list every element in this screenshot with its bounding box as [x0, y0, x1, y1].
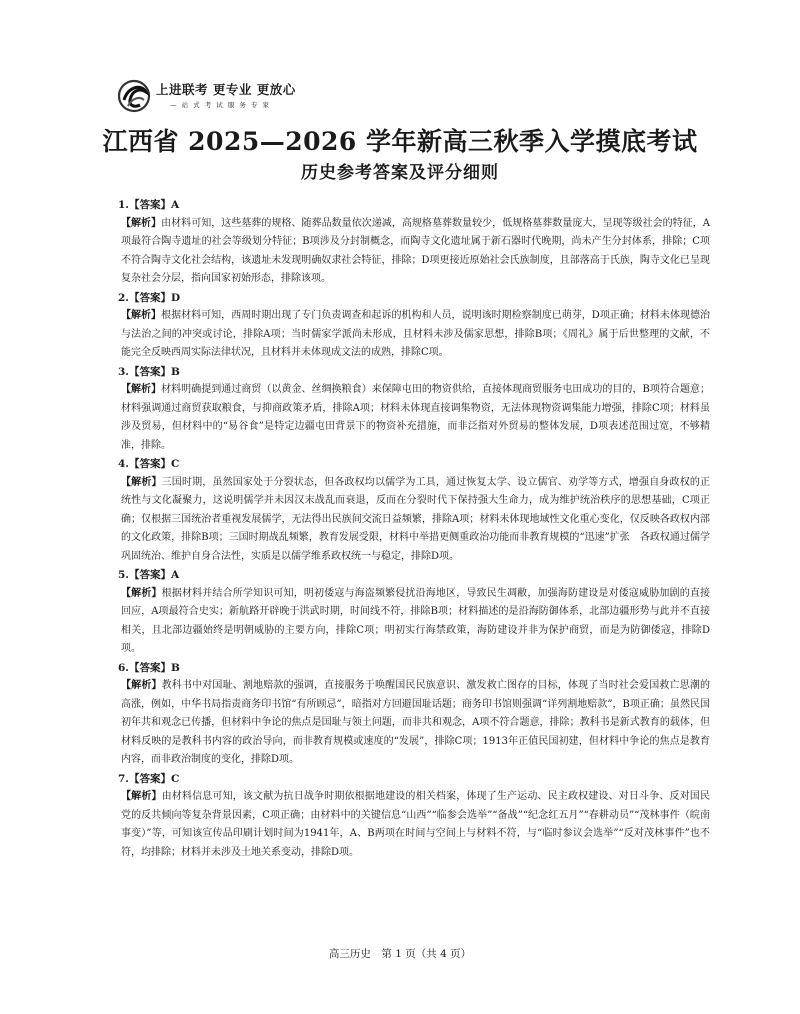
analysis-tag: 【解析】 — [121, 476, 162, 488]
answer-list — [118, 196, 710, 862]
answer-line — [118, 659, 710, 678]
analysis-tag: 【解析】 — [121, 791, 162, 802]
analysis-tag: 【解析】 — [121, 384, 162, 395]
question-number: 7. — [118, 772, 129, 785]
analysis-tag: 【解析】 — [121, 217, 162, 229]
analysis-body: 根据材料并结合所学知识可知，明初倭寇与海盗频繁侵扰沿海地区，导致民生凋敝，加强海防建设是对倭寇威胁加剧的直接回应，A项最符合史实；新航路开辟晚于洪武时期，时间线不符，排除B项；材料描述的是沿海防御体系，北部边疆形势与此并不直接相关，且北部边疆始终是明朝威胁的主要方向，排除C项；明初实行海禁政策，海防建设并非为保护商贸，而是为防御倭寇，排除D项。 — [121, 587, 711, 654]
page-footer: 高三历史 第 1 页（共 4 页） — [328, 948, 472, 960]
answer-line — [118, 196, 710, 215]
question-number: 1. — [118, 199, 129, 211]
answer-line — [118, 363, 710, 382]
question-number: 3. — [118, 365, 129, 378]
page-title: 江西省 2025—2026 学年新高三秋季入学摸底考试 — [102, 127, 698, 156]
analysis-body: 三国时期，虽然国家处于分裂状态，但各政权均以儒学为工具，通过恢复太学、设立儒官、劝学等方式，增强自身政权的正统性与文化凝聚力，这说明儒学并未因汉末战乱而衰退，反而在分裂时代下保持强大生命力，成为维护统治秩序的思想基础，C项正确；仅根据三国统治者重视发展儒学，无法得出民族间交流日益频繁，排除A项；材料未体现地域性文化重心变化，仅反映各政权内部的文化政策，排除B项；三国时期战乱频繁，教育发展受限，材料中举措更侧重政治功能而非教育规模的“迅速”扩张 各政权通过儒学巩固统治、维护自身合法性，实质是以儒学维系政权统一与稳定，排除D项。 — [121, 476, 711, 562]
question-number: 5. — [118, 569, 129, 581]
analysis-text — [121, 381, 710, 455]
question-item — [118, 289, 710, 363]
question-item — [118, 196, 710, 289]
question-item — [118, 770, 710, 863]
analysis-tag: 【解析】 — [121, 680, 162, 691]
analysis-body: 由材料信息可知，该文献为抗日战争时期依根据地建设的相关档案，体现了生产运动、民主政权建设、对日斗争、反对国民党的反共倾向等复杂背景因素，C项正确；由材料中的关键信息“山西”“临参会选举”“备战”“纪念红五月”“春耕动员”“茂林事件（皖南事变）”等，可知该宣传品印刷计划时间为1941年，A、B两项在时间与空间上与材料不符，与“临时参议会选举”“反对茂林事件”也不符，均排除；材料并未涉及土地关系变动，排除D项。 — [121, 791, 711, 858]
analysis-body: 根据材料可知，西周时期出现了专门负责调查和起诉的机构和人员，说明该时期检察制度已萌芽，D项正确；材料未体现德治与法治之间的冲突或讨论，排除A项；当时儒家学派尚未形成，且材料未涉及儒家思想，排除B项；《周礼》属于后世整理的文献，不能完全反映西周实际法律状况，且材料并未体现成文法的成熟，排除C项。 — [121, 310, 710, 358]
analysis-text — [121, 474, 710, 567]
answer-line — [118, 289, 710, 308]
answer-text: 【答案】C — [128, 772, 180, 785]
swirl-logo-icon — [118, 78, 152, 114]
brand-logo — [118, 76, 308, 120]
analysis-text — [121, 788, 710, 862]
answer-text: 【答案】C — [128, 458, 180, 470]
logo-subtitle: — 站 式 考 试 服 务 专 家 — [170, 101, 271, 109]
answer-line — [118, 770, 710, 789]
analysis-text — [121, 585, 710, 659]
question-number: 4. — [118, 458, 129, 470]
answer-text: 【答案】B — [128, 365, 180, 378]
answer-line — [118, 455, 710, 474]
analysis-body: 材料明确提到通过商贸（以黄金、丝绸换粮食）来保障屯田的物资供给，直接体现商贸服务屯田成功的目的，B项符合题意；材料强调通过商贸获取粮食，与抑商政策矛盾，排除A项；材料未体现直接调集物资，无法体现物资调集能力增强，排除C项；材料虽涉及贸易，但材料中的“易谷食”是特定边疆屯田背景下的物资补充措施，而非泛指对外贸易的整体发展，D项表述范围过宽，不够精准，排除。 — [121, 384, 711, 451]
analysis-text — [121, 677, 710, 770]
analysis-text — [121, 307, 710, 363]
page-subtitle: 历史参考答案及评分细则 — [301, 163, 499, 183]
logo-title: 上进联考 更专业 更放心 — [156, 82, 296, 97]
analysis-text — [121, 215, 710, 289]
question-item — [118, 659, 710, 770]
answer-text: 【答案】D — [128, 291, 181, 304]
answer-line — [118, 566, 710, 585]
question-item — [118, 363, 710, 456]
analysis-body: 教科书中对国耻、割地赔款的强调，直接服务于唤醒国民民族意识、激发救亡图存的目标，体现了当时社会爱国救亡思潮的高涨，例如，中华书局指责商务印书馆“有所顾忌”，暗指对方回避国耻话题；商务印书馆则强调“详列割地赔款”，B项正确；虽然民国初年共和观念已传播，但材料中争论的焦点是国耻与领土问题，而非共和观念，A项不符合题意，排除；教科书是新式教育的载体，但材料反映的是教科书内容的政治导向，而非教育规模或速度的“发展”，排除C项；1913年正值民国初建，但材料中争论的焦点是教育内容，而非政治制度的变化，排除D项。 — [121, 680, 711, 765]
question-number: 2. — [118, 291, 129, 304]
analysis-tag: 【解析】 — [121, 587, 162, 599]
question-number: 6. — [118, 661, 129, 674]
question-item — [118, 455, 710, 566]
answer-text: 【答案】B — [128, 661, 180, 674]
question-item — [118, 566, 710, 659]
answer-text: 【答案】A — [128, 199, 180, 211]
analysis-body: 由材料可知，这些墓葬的规格、随葬品数量依次递减，高规格墓葬数量较少，低规格墓葬数量庞大，呈现等级社会的特征，A项最符合陶寺遗址的社会等级划分特征；B项涉及分封制概念，而陶寺文化遗址属于新石器时代晚期，尚未产生分封体系，排除；C项不符合陶寺文化社会结构，该遗址未发现明确奴隶社会特征，排除；D项更接近原始社会氏族制度，且部落高于氏族，陶寺文化已呈现复杂社会分层，指向国家初始形态，排除该项。 — [121, 217, 710, 284]
answer-text: 【答案】A — [128, 569, 180, 581]
analysis-tag: 【解析】 — [121, 310, 162, 321]
